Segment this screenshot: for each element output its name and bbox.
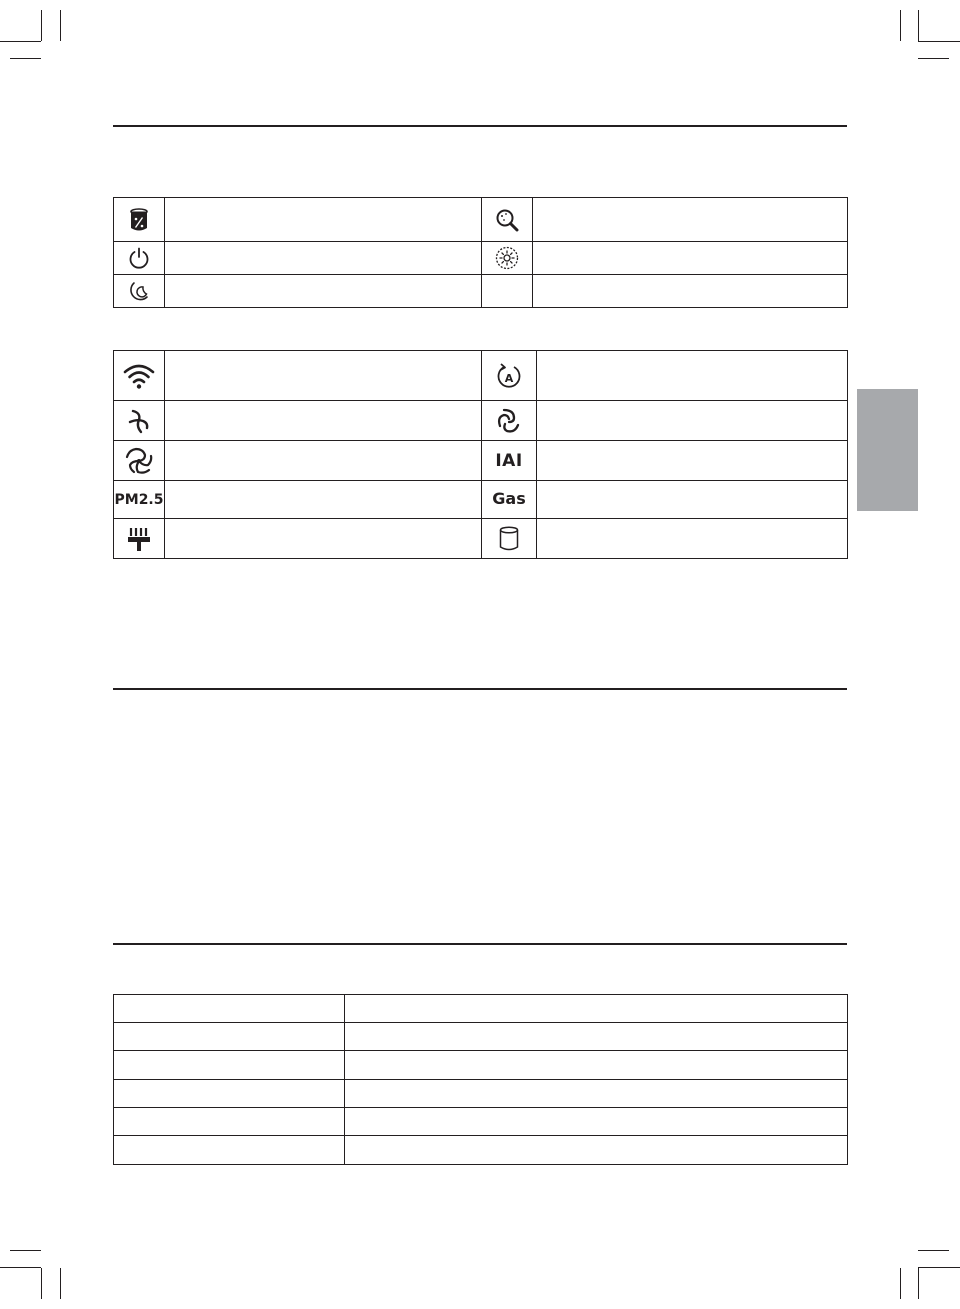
table-row bbox=[114, 441, 848, 481]
table-row bbox=[114, 401, 848, 441]
table-row bbox=[114, 275, 848, 308]
section-rule-3 bbox=[113, 943, 847, 945]
light-brightness-icon bbox=[482, 242, 533, 275]
table-cell bbox=[345, 995, 848, 1023]
table-row bbox=[114, 519, 848, 559]
table-row bbox=[114, 242, 848, 275]
wick-brush-icon bbox=[114, 519, 165, 559]
table-cell bbox=[537, 441, 848, 481]
svg-text:A: A bbox=[504, 371, 514, 385]
table-row bbox=[114, 1136, 848, 1165]
table-cell bbox=[537, 351, 848, 401]
table-row bbox=[114, 351, 848, 401]
table-row bbox=[114, 1023, 848, 1051]
iai-indicator-icon: IAI bbox=[482, 441, 537, 481]
table-row bbox=[114, 198, 848, 242]
table-row bbox=[114, 1108, 848, 1136]
table-cell bbox=[165, 519, 482, 559]
table-cell bbox=[114, 1136, 345, 1165]
table-row bbox=[114, 1080, 848, 1108]
auto-mode-icon bbox=[482, 351, 537, 401]
water-tank-icon bbox=[482, 519, 537, 559]
table-cell bbox=[533, 275, 848, 308]
table-cell bbox=[114, 1051, 345, 1080]
table-cell bbox=[345, 1108, 848, 1136]
fan-speed-2-icon bbox=[482, 401, 537, 441]
table-cell bbox=[537, 481, 848, 519]
table-cell bbox=[165, 242, 482, 275]
table-cell bbox=[345, 1023, 848, 1051]
table-row bbox=[114, 1051, 848, 1080]
wifi-icon bbox=[114, 351, 165, 401]
table-cell bbox=[482, 275, 533, 308]
table-cell bbox=[165, 351, 482, 401]
power-icon bbox=[114, 242, 165, 275]
table-cell bbox=[345, 1051, 848, 1080]
specifications-table bbox=[113, 994, 848, 1165]
table-cell bbox=[533, 198, 848, 242]
fan-speed-1-icon bbox=[114, 401, 165, 441]
sleep-moon-icon bbox=[114, 275, 165, 308]
table-cell bbox=[533, 242, 848, 275]
table-cell bbox=[345, 1136, 848, 1165]
table-row bbox=[114, 481, 848, 519]
language-side-tab bbox=[857, 389, 918, 511]
table-cell bbox=[114, 1080, 345, 1108]
table-cell bbox=[114, 995, 345, 1023]
pm25-indicator-icon: PM2.5 bbox=[114, 481, 165, 519]
humidity-percent-icon bbox=[114, 198, 165, 242]
table-cell bbox=[165, 401, 482, 441]
table-cell bbox=[165, 441, 482, 481]
table-cell bbox=[114, 1108, 345, 1136]
section-rule-1 bbox=[113, 125, 847, 127]
table-cell bbox=[537, 519, 848, 559]
gas-indicator-icon: Gas bbox=[482, 481, 537, 519]
table-row bbox=[114, 995, 848, 1023]
table-cell bbox=[537, 401, 848, 441]
table-cell bbox=[114, 1023, 345, 1051]
table-cell bbox=[165, 481, 482, 519]
indicators-table bbox=[113, 350, 848, 559]
magnifier-icon bbox=[482, 198, 533, 242]
section-rule-2 bbox=[113, 688, 847, 690]
fan-speed-3-icon bbox=[114, 441, 165, 481]
table-cell bbox=[165, 275, 482, 308]
table-cell bbox=[345, 1080, 848, 1108]
table-cell bbox=[165, 198, 482, 242]
buttons-table bbox=[113, 197, 848, 308]
